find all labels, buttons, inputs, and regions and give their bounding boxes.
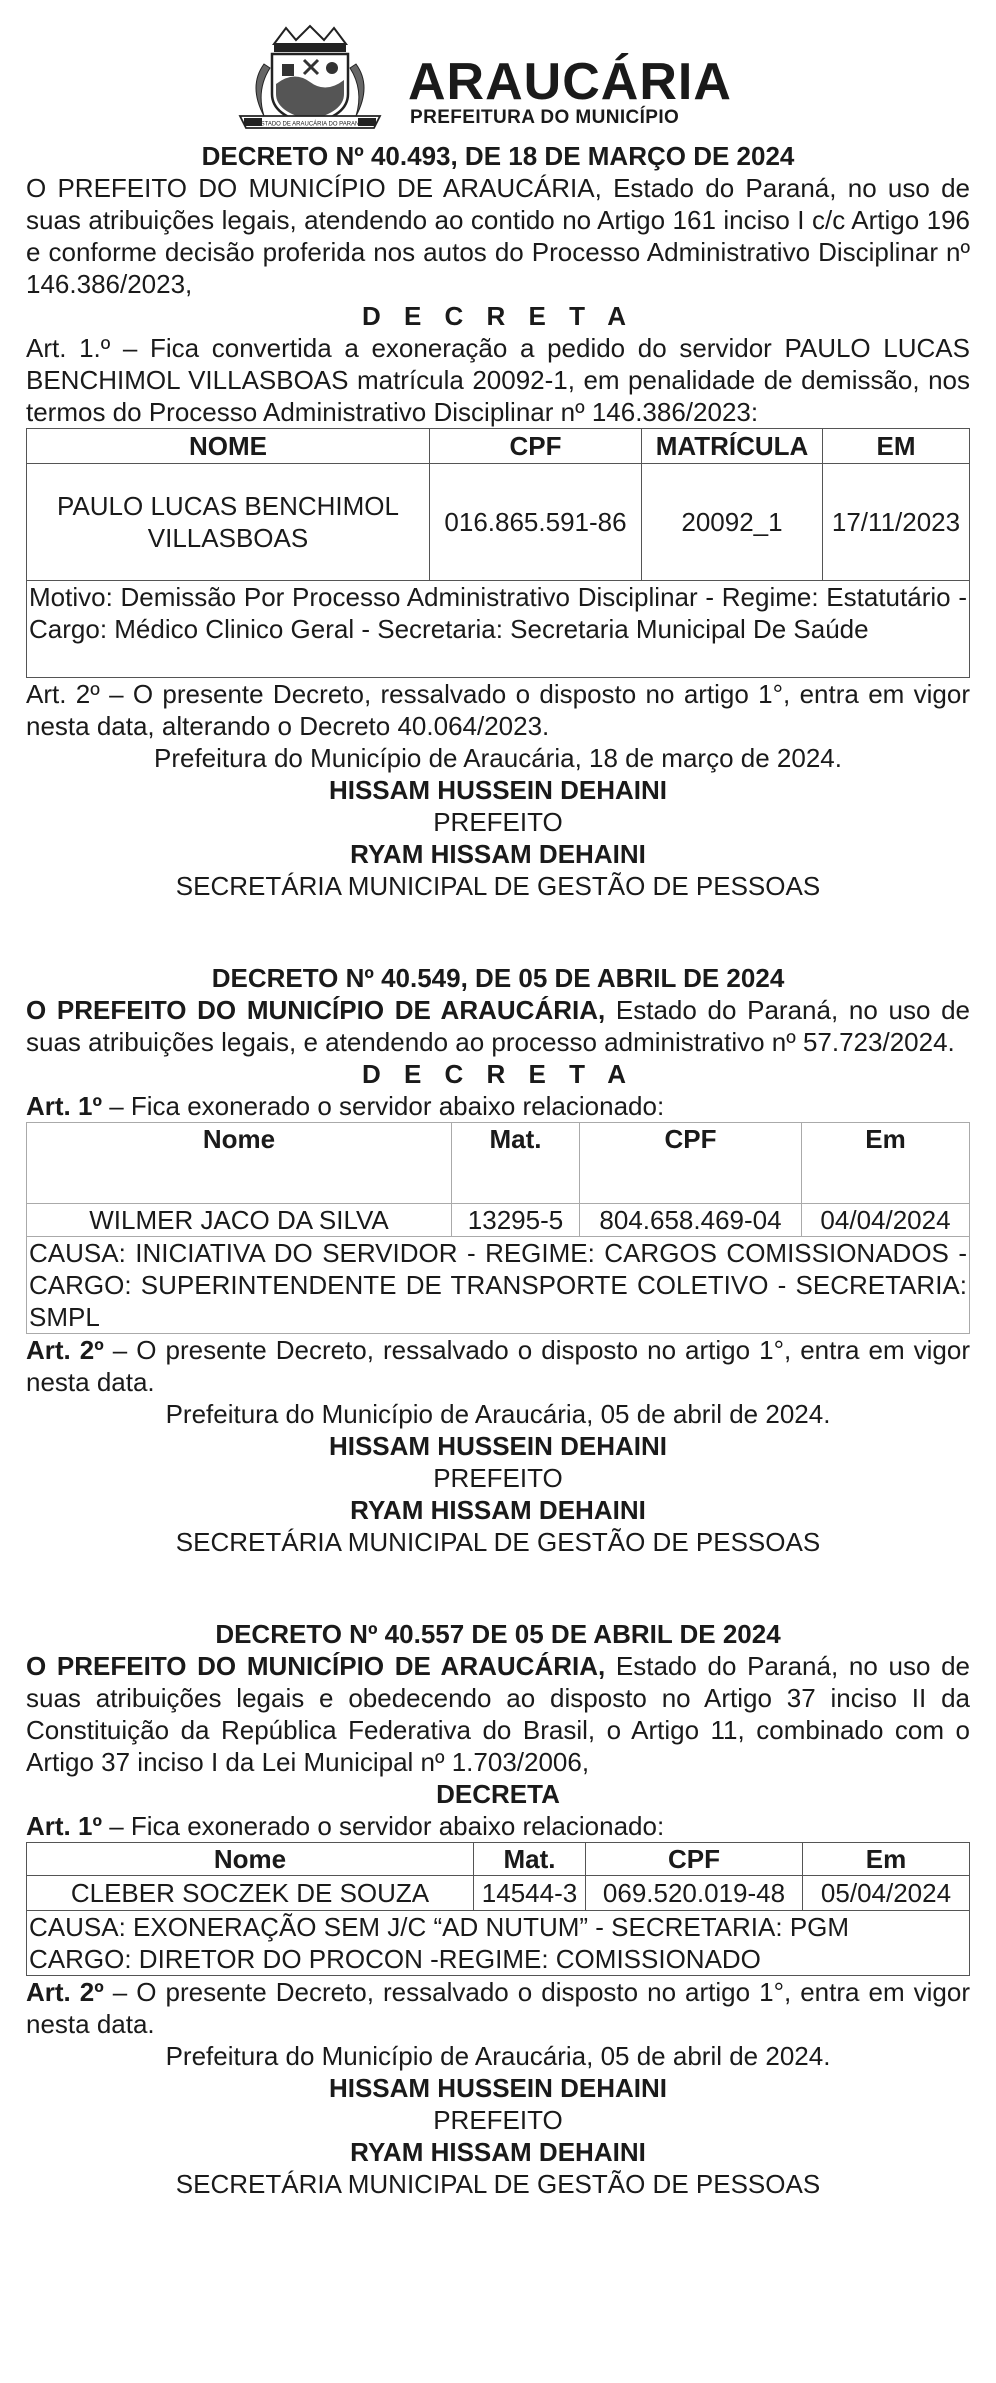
servant-table — [26, 428, 970, 678]
header — [26, 18, 970, 140]
col-header-em: Em — [803, 1843, 970, 1876]
cell-em: 17/11/2023 — [823, 464, 970, 581]
col-header-cpf: CPF — [586, 1843, 803, 1876]
cell-cpf: 016.865.591-86 — [430, 464, 642, 581]
cell-mat: 13295-5 — [452, 1204, 580, 1237]
col-header-nome: Nome — [27, 1123, 452, 1204]
cell-em: 04/04/2024 — [802, 1204, 970, 1237]
crest-scroll-text: ESTADO DE ARAUCÁRIA DO PARANÁ — [256, 121, 364, 128]
brand-name: ARAUCÁRIA — [408, 53, 732, 111]
table-header-row — [27, 429, 970, 464]
role-secretary: SECRETÁRIA MUNICIPAL DE GESTÃO DE PESSOAS — [175, 2169, 821, 2199]
cell-cpf: 069.520.019-48 — [586, 1876, 803, 1911]
signer-secretary: RYAM HISSAM DEHAINI — [350, 2137, 646, 2167]
decree-40549 — [26, 962, 970, 1558]
decreta-heading: D E C R E T A — [361, 1059, 635, 1089]
table-motive-row — [27, 581, 970, 678]
role-mayor: PREFEITO — [433, 2105, 563, 2135]
article-2 — [26, 1334, 970, 1398]
cell-nome: WILMER JACO DA SILVA — [27, 1204, 452, 1237]
signer-secretary: RYAM HISSAM DEHAINI — [350, 839, 646, 869]
cell-cause: CAUSA: INICIATIVA DO SERVIDOR - REGIME: CARGOS COMISSIONADOS - CARGO: SUPERINTENDENTE DE TRANSPORTE COLETIVO - SECRETARIA: SMPL — [27, 1237, 970, 1334]
brand — [408, 53, 732, 128]
article-label: Art. 2º — [26, 1977, 104, 2007]
cell-cause — [27, 1911, 970, 1976]
table-row — [27, 1876, 970, 1911]
place-date: Prefeitura do Município de Araucária, 18 de março de 2024. — [154, 743, 842, 773]
col-header-mat: Mat. — [474, 1843, 586, 1876]
article-1 — [26, 1810, 970, 1842]
decree-intro: O PREFEITO DO MUNICÍPIO DE ARAUCÁRIA, Estado do Paraná, no uso de suas atribuições legais, atendendo ao contido no Artigo 161 inciso I c/c Artigo 196 e conforme decisão proferida nos autos do Processo Administrativo Disciplinar nº 146.386/2023, — [26, 173, 970, 299]
cell-nome: CLEBER SOCZEK DE SOUZA — [27, 1876, 474, 1911]
col-header-matricula: MATRÍCULA — [642, 429, 823, 464]
article-label: Art. 2º — [26, 1335, 104, 1365]
table-header-row — [27, 1843, 970, 1876]
article-label: Art. 1º — [26, 1091, 102, 1121]
servant-table — [26, 1842, 970, 1976]
table-motive-row — [27, 1911, 970, 1976]
col-header-cpf: CPF — [430, 429, 642, 464]
cause-line-1: CAUSA: EXONERAÇÃO SEM J/C “AD NUTUM” - SECRETARIA: PGM — [29, 1912, 850, 1942]
decree-title: DECRETO Nº 40.549, DE 05 DE ABRIL DE 2024 — [211, 963, 785, 993]
intro-rest: Estado do Paraná, no uso de suas atribuições legais, e atendendo ao processo administrativo nº 57.723/2024. — [26, 995, 971, 1057]
col-header-em: Em — [802, 1123, 970, 1204]
article-2 — [26, 1976, 970, 2040]
table-row — [27, 1204, 970, 1237]
table-motive-row — [27, 1237, 970, 1334]
decreta-heading: D E C R E T A — [361, 301, 635, 331]
intro-bold: O PREFEITO DO MUNICÍPIO DE ARAUCÁRIA, — [26, 1651, 606, 1681]
col-header-nome: NOME — [27, 429, 430, 464]
cause-line-2: CARGO: DIRETOR DO PROCON -REGIME: COMISSIONADO — [29, 1944, 761, 1974]
article-text: – O presente Decreto, ressalvado o disposto no artigo 1°, entra em vigor nesta data. — [26, 1977, 970, 2039]
role-mayor: PREFEITO — [433, 807, 563, 837]
article-2: Art. 2º – O presente Decreto, ressalvado o disposto no artigo 1°, entra em vigor nesta data, alterando o Decreto 40.064/2023. — [26, 679, 970, 741]
table-row — [27, 464, 970, 581]
decree-intro — [26, 994, 970, 1058]
table-header-row — [27, 1123, 970, 1204]
cell-em: 05/04/2024 — [803, 1876, 970, 1911]
article-text: – Fica exonerado o servidor abaixo relacionado: — [101, 1091, 665, 1121]
cell-cpf: 804.658.469-04 — [580, 1204, 802, 1237]
signer-mayor: HISSAM HUSSEIN DEHAINI — [328, 2073, 668, 2103]
role-secretary: SECRETÁRIA MUNICIPAL DE GESTÃO DE PESSOAS — [175, 1527, 821, 1557]
cell-mat: 14544-3 — [474, 1876, 586, 1911]
decree-40557 — [26, 1618, 970, 2200]
decreta-heading: DECRETA — [436, 1779, 560, 1809]
crest-icon — [234, 24, 386, 134]
article-label: Art. 1º — [26, 1811, 102, 1841]
decree-intro — [26, 1650, 970, 1778]
article-1 — [26, 1090, 970, 1122]
decree-title: DECRETO Nº 40.493, DE 18 DE MARÇO DE 2024 — [201, 141, 795, 171]
decree-title: DECRETO Nº 40.557 DE 05 DE ABRIL DE 2024 — [215, 1619, 781, 1649]
col-header-nome: Nome — [27, 1843, 474, 1876]
article-text: – Fica exonerado o servidor abaixo relacionado: — [101, 1811, 665, 1841]
signer-mayor: HISSAM HUSSEIN DEHAINI — [328, 775, 668, 805]
signer-mayor: HISSAM HUSSEIN DEHAINI — [328, 1431, 668, 1461]
role-secretary: SECRETÁRIA MUNICIPAL DE GESTÃO DE PESSOAS — [175, 871, 821, 901]
cell-matricula: 20092_1 — [642, 464, 823, 581]
article-text: – O presente Decreto, ressalvado o disposto no artigo 1°, entra em vigor nesta data. — [26, 1335, 970, 1397]
intro-rest: Estado do Paraná, no uso de suas atribuições legais e obedecendo ao disposto no Artigo 37 inciso II da Constituição da República Federativa do Brasil, o Artigo 11, combinado com o Artigo 37 inciso I da Lei Municipal nº 1.703/2006, — [26, 1651, 971, 1777]
document-page — [26, 18, 970, 2200]
brand-subtitle: PREFEITURA DO MUNICÍPIO — [410, 107, 680, 128]
signer-secretary: RYAM HISSAM DEHAINI — [350, 1495, 646, 1525]
intro-bold: O PREFEITO DO MUNICÍPIO DE ARAUCÁRIA, — [26, 995, 606, 1025]
col-header-em: EM — [823, 429, 970, 464]
col-header-mat: Mat. — [452, 1123, 580, 1204]
cell-motive: Motivo: Demissão Por Processo Administrativo Disciplinar - Regime: Estatutário - Cargo: Médico Clinico Geral - Secretaria: Secretaria Municipal De Saúde — [27, 581, 970, 678]
col-header-cpf: CPF — [580, 1123, 802, 1204]
article-1: Art. 1.º – Fica convertida a exoneração a pedido do servidor PAULO LUCAS BENCHIMOL VILLASBOAS matrícula 20092-1, em penalidade de demissão, nos termos do Processo Administrativo Disciplinar nº 146.386/2023: — [26, 333, 970, 427]
decree-40493 — [26, 140, 970, 902]
cell-nome: PAULO LUCAS BENCHIMOL VILLASBOAS — [27, 464, 430, 581]
place-date: Prefeitura do Município de Araucária, 05 de abril de 2024. — [165, 1399, 831, 1429]
role-mayor: PREFEITO — [433, 1463, 563, 1493]
place-date: Prefeitura do Município de Araucária, 05 de abril de 2024. — [165, 2041, 831, 2071]
servant-table — [26, 1122, 970, 1334]
